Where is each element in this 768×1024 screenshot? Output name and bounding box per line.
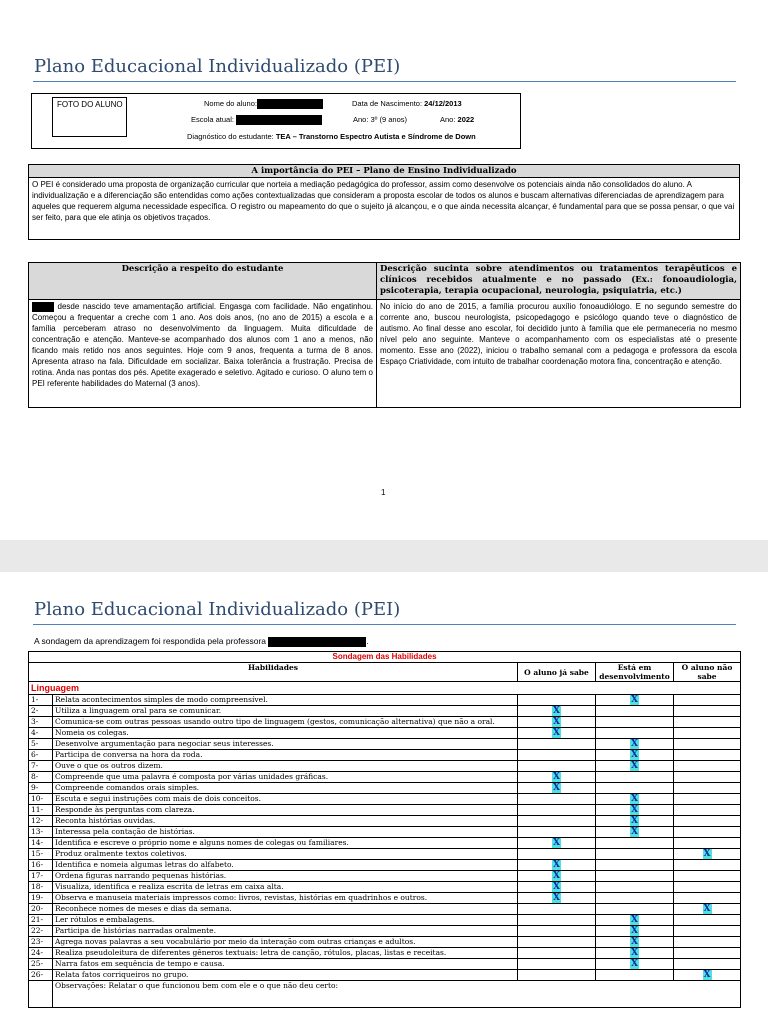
skill-number: 23- <box>29 937 53 948</box>
skill-number: 6- <box>29 750 53 761</box>
skill-cell-desenv <box>596 750 674 761</box>
skill-cell-desenv <box>596 783 674 794</box>
skill-number: 20- <box>29 904 53 915</box>
student-description-table <box>28 262 741 408</box>
group-label: Linguagem <box>29 682 741 695</box>
skill-cell-sabe <box>518 904 596 915</box>
check-mark: X <box>553 860 560 870</box>
skill-cell-desenv <box>596 882 674 893</box>
skill-cell-sabe <box>518 706 596 717</box>
skill-cell-desenv <box>596 717 674 728</box>
skill-row <box>29 717 741 728</box>
skill-cell-nao <box>674 959 741 970</box>
skill-text: Compreende que uma palavra é composta por várias unidades gráficas. <box>53 772 518 783</box>
skill-row <box>29 915 741 926</box>
skill-cell-nao <box>674 816 741 827</box>
skill-cell-sabe <box>518 860 596 871</box>
skill-row <box>29 893 741 904</box>
check-mark: X <box>631 948 638 958</box>
skill-number: 25- <box>29 959 53 970</box>
skill-text: Visualiza, identifica e realiza escrita de letras em caixa alta. <box>53 882 518 893</box>
skill-text: Desenvolve argumentação para negociar seus interesses. <box>53 739 518 750</box>
skill-row <box>29 904 741 915</box>
skill-text: Responde às perguntas com clareza. <box>53 805 518 816</box>
skill-number: 5- <box>29 739 53 750</box>
check-mark: X <box>553 893 560 903</box>
skill-cell-sabe <box>518 805 596 816</box>
school-field <box>191 115 322 125</box>
page-2 <box>0 572 768 1024</box>
skill-cell-sabe <box>518 761 596 772</box>
skill-cell-desenv <box>596 904 674 915</box>
skill-cell-desenv <box>596 948 674 959</box>
skill-cell-desenv <box>596 959 674 970</box>
skill-row <box>29 882 741 893</box>
skill-cell-desenv <box>596 772 674 783</box>
skill-text: Identifica e nomeia algumas letras do alfabeto. <box>53 860 518 871</box>
skill-cell-nao <box>674 772 741 783</box>
skill-cell-nao <box>674 893 741 904</box>
check-mark: X <box>631 761 638 771</box>
skill-cell-desenv <box>596 970 674 981</box>
skill-cell-sabe <box>518 739 596 750</box>
skill-cell-nao <box>674 948 741 959</box>
col-header-nao-sabe: O aluno não sabe <box>674 663 741 682</box>
skill-cell-desenv <box>596 860 674 871</box>
skill-cell-nao <box>674 794 741 805</box>
skill-cell-desenv <box>596 739 674 750</box>
skill-number: 18- <box>29 882 53 893</box>
skill-cell-desenv <box>596 794 674 805</box>
skill-cell-desenv <box>596 816 674 827</box>
skill-cell-sabe <box>518 959 596 970</box>
skill-row <box>29 827 741 838</box>
skill-cell-sabe <box>518 948 596 959</box>
school-label: Escola atual: <box>191 115 234 124</box>
skill-text: Interessa pela contação de histórias. <box>53 827 518 838</box>
skill-text: Ouve o que os outros dizem. <box>53 761 518 772</box>
check-mark: X <box>631 926 638 936</box>
redacted-teacher <box>268 636 369 647</box>
page-title-2: Plano Educacional Individualizado (PEI) <box>34 599 401 620</box>
skill-cell-desenv <box>596 871 674 882</box>
skill-text: Participa de conversa na hora da roda. <box>53 750 518 761</box>
skill-row <box>29 805 741 816</box>
check-mark: X <box>703 904 711 914</box>
skill-number: 7- <box>29 761 53 772</box>
skill-cell-desenv <box>596 893 674 904</box>
skill-text: Comunica-se com outras pessoas usando outro tipo de linguagem (gestos, comunicação alternativa) que não a oral. <box>53 717 518 728</box>
title-rule <box>33 81 736 82</box>
skill-cell-sabe <box>518 717 596 728</box>
skill-number: 26- <box>29 970 53 981</box>
skill-cell-nao <box>674 926 741 937</box>
skill-cell-nao <box>674 915 741 926</box>
year-field <box>440 115 474 124</box>
desc-student-text: desde nascido teve amamentação artificial. Engasga com facilidade. Não engatinhou. Começou a frequentar a creche com 1 ano. Aos dois anos, (no ano de 2015) a escola e a família perceberam atraso no desenvolvimento da linguagem. Muita dificuldade de concentração e atenção. Manteve-se acompanhado dos alunos com 1 ano a menos, não ficando mais retido nos anos seguintes. Hoje com 9 anos, frequenta a turma de 8 anos. Apresenta atraso na fala. Dificuldade em socializar. Baixa tolerância a frustração. Precisa de rotina. Anda nas pontas dos pés. Apetite exagerado e seletivo. Agitado e curioso. O aluno tem o PEI referente habilidades do Maternal (3 anos). <box>32 302 373 388</box>
skill-text: Realiza pseudoleitura de diferentes gêneros textuais: letra de canção, rótulos, placas, listas e receitas. <box>53 948 518 959</box>
skill-cell-desenv <box>596 915 674 926</box>
skill-number: 15- <box>29 849 53 860</box>
skill-cell-sabe <box>518 871 596 882</box>
student-header-box <box>31 93 521 149</box>
skill-cell-desenv <box>596 695 674 706</box>
skill-cell-nao <box>674 706 741 717</box>
grade-field: Ano: 3º (9 anos) <box>353 115 408 124</box>
skill-cell-desenv <box>596 827 674 838</box>
skill-cell-sabe <box>518 794 596 805</box>
skill-cell-nao <box>674 849 741 860</box>
skill-cell-nao <box>674 761 741 772</box>
importance-section <box>28 164 740 240</box>
col-header-sabe: O aluno já sabe <box>518 663 596 682</box>
check-mark: X <box>631 805 638 815</box>
skill-row <box>29 926 741 937</box>
skill-cell-sabe <box>518 937 596 948</box>
skill-row <box>29 816 741 827</box>
skill-number: 10- <box>29 794 53 805</box>
skill-text: Produz oralmente textos coletivos. <box>53 849 518 860</box>
skill-cell-nao <box>674 728 741 739</box>
skill-cell-desenv <box>596 838 674 849</box>
skill-row <box>29 772 741 783</box>
skill-cell-sabe <box>518 695 596 706</box>
skill-cell-nao <box>674 739 741 750</box>
desc-treatments-text: No início do ano de 2015, a família procurou auxílio fonoaudiólogo. E no segundo semestre do corrente ano, buscou neurologista, psicopedagogo e psicólogo quando teve o diagnóstico de autismo. Ao final desse ano escolar, foi decidido junto à família que ele permaneceria no mesmo nível pelo ano seguinte. Manteve o acompanhamento com os especialistas até o presente momento. Esse ano (2022), iniciou o trabalho semanal com a pedagoga e professora da escola Espaço Criatividade, com intuito de trabalhar coordenação motora fina, concentração e atenção. <box>377 300 741 408</box>
check-mark: X <box>553 882 560 892</box>
check-mark: X <box>703 849 711 859</box>
skill-cell-sabe <box>518 849 596 860</box>
skill-text: Narra fatos em sequência de tempo e causa. <box>53 959 518 970</box>
skill-cell-nao <box>674 882 741 893</box>
redacted-name <box>257 99 323 109</box>
skills-survey-table <box>28 651 741 1008</box>
check-mark: X <box>631 794 638 804</box>
year-value: 2022 <box>457 115 475 124</box>
skill-number: 13- <box>29 827 53 838</box>
check-mark: X <box>631 827 638 837</box>
skill-cell-sabe <box>518 838 596 849</box>
skill-text: Compreende comandos orais simples. <box>53 783 518 794</box>
skill-text: Utiliza a linguagem oral para se comunicar. <box>53 706 518 717</box>
skill-row <box>29 706 741 717</box>
skill-cell-nao <box>674 970 741 981</box>
skill-text: Agrega novas palavras a seu vocabulário por meio da interação com outras crianças e adultos. <box>53 937 518 948</box>
skill-number: 4- <box>29 728 53 739</box>
skill-text: Relata fatos corriqueiros no grupo. <box>53 970 518 981</box>
check-mark: X <box>553 783 560 793</box>
skill-row <box>29 959 741 970</box>
redacted-school <box>236 115 322 125</box>
skill-cell-nao <box>674 937 741 948</box>
skill-cell-sabe <box>518 816 596 827</box>
skill-text: Nomeia os colegas. <box>53 728 518 739</box>
skill-number: 24- <box>29 948 53 959</box>
check-mark: X <box>631 750 638 760</box>
skill-cell-sabe <box>518 728 596 739</box>
page-number: 1 <box>381 488 386 497</box>
skill-text: Relata acontecimentos simples de modo compreensível. <box>53 695 518 706</box>
skill-number: 14- <box>29 838 53 849</box>
skill-number: 8- <box>29 772 53 783</box>
skill-cell-nao <box>674 750 741 761</box>
birth-date-label: Data de Nascimento: <box>352 99 423 108</box>
check-mark: X <box>631 915 638 925</box>
table-caption: Sondagem das Habilidades <box>29 652 741 663</box>
skill-number: 19- <box>29 893 53 904</box>
title-rule-2 <box>33 624 736 625</box>
skill-cell-desenv <box>596 805 674 816</box>
skill-cell-nao <box>674 871 741 882</box>
importance-title: A importância do PEI – Plano de Ensino Individualizado <box>29 165 739 178</box>
skill-cell-desenv <box>596 706 674 717</box>
photo-placeholder: FOTO DO ALUNO <box>52 97 127 137</box>
skill-cell-nao <box>674 904 741 915</box>
check-mark: X <box>703 970 711 980</box>
observations-field: Observações: Relatar o que funcionou bem com ele e o que não deu certo: <box>53 981 741 1008</box>
skill-row <box>29 937 741 948</box>
skill-number: 12- <box>29 816 53 827</box>
skill-cell-sabe <box>518 882 596 893</box>
skill-row <box>29 750 741 761</box>
year-label: Ano: <box>440 115 456 124</box>
skill-cell-nao <box>674 827 741 838</box>
skill-number: 17- <box>29 871 53 882</box>
skill-number: 21- <box>29 915 53 926</box>
skill-number: 2- <box>29 706 53 717</box>
check-mark: X <box>553 838 560 848</box>
birth-date-value: 24/12/2013 <box>424 99 462 108</box>
sondagem-line <box>34 636 369 647</box>
skill-cell-nao <box>674 838 741 849</box>
skill-cell-nao <box>674 805 741 816</box>
diagnosis-value: TEA – Transtorno Espectro Autista e Síndrome de Down <box>275 132 476 141</box>
skill-text: Participa de histórias narradas oralmente. <box>53 926 518 937</box>
check-mark: X <box>553 706 560 716</box>
redacted-student-name <box>32 302 54 312</box>
skill-cell-desenv <box>596 926 674 937</box>
skill-number: 1- <box>29 695 53 706</box>
skill-row <box>29 948 741 959</box>
diagnosis-label: Diagnóstico do estudante: <box>187 132 274 141</box>
skill-row <box>29 695 741 706</box>
skill-cell-nao <box>674 860 741 871</box>
col-header-habilidades: Habilidades <box>29 663 518 682</box>
sondagem-end: . <box>366 636 369 646</box>
skill-number: 22- <box>29 926 53 937</box>
skill-number: 9- <box>29 783 53 794</box>
skill-row <box>29 860 741 871</box>
skill-number: 3- <box>29 717 53 728</box>
page-title: Plano Educacional Individualizado (PEI) <box>34 56 401 77</box>
importance-text: O PEI é considerado uma proposta de organização curricular que norteia a mediação pedagógica do professor, assim como desenvolve os potenciais ainda não consolidados do aluno. A individualização e a diferenciação são entendidas como ações contextualizadas que consideram a proposta escolar de todos os alunos e buscam alternativas diferenciadas de aprendizagem para aqueles que requerem alguma necessidade específica. O registro ou mapeamento do que o sujeito já alcançou, e o que ainda necessita alcançar, é fundamental para que se possa pensar, o que vai ser feito, para que ele atinja os objetivos traçados. <box>32 180 735 222</box>
skill-text: Ordena figuras narrando pequenas histórias. <box>53 871 518 882</box>
skill-text: Escuta e segui instruções com mais de dois conceitos. <box>53 794 518 805</box>
skill-text: Observa e manuseia materiais impressos como: livros, revistas, histórias em quadrinhos e outros. <box>53 893 518 904</box>
skill-row <box>29 970 741 981</box>
skill-cell-sabe <box>518 893 596 904</box>
skill-number: 11- <box>29 805 53 816</box>
skill-text: Reconta histórias ouvidas. <box>53 816 518 827</box>
check-mark: X <box>631 937 638 947</box>
skill-row <box>29 871 741 882</box>
skill-text: Reconhece nomes de meses e dias da semana. <box>53 904 518 915</box>
student-name-label: Nome do aluno: <box>204 99 257 108</box>
skill-cell-nao <box>674 717 741 728</box>
skill-cell-sabe <box>518 750 596 761</box>
skill-cell-sabe <box>518 783 596 794</box>
check-mark: X <box>553 871 560 881</box>
check-mark: X <box>553 717 560 727</box>
skill-row <box>29 838 741 849</box>
desc-header-student: Descrição a respeito do estudante <box>29 263 377 300</box>
skill-cell-desenv <box>596 937 674 948</box>
skill-row <box>29 739 741 750</box>
skill-row <box>29 794 741 805</box>
obs-spacer <box>29 981 53 1008</box>
diagnosis-field <box>187 132 476 141</box>
skill-cell-sabe <box>518 970 596 981</box>
skill-cell-sabe <box>518 772 596 783</box>
skill-number: 16- <box>29 860 53 871</box>
student-name-field <box>204 99 323 109</box>
skill-cell-desenv <box>596 761 674 772</box>
check-mark: X <box>631 695 638 705</box>
skill-row <box>29 783 741 794</box>
skill-text: Ler rótulos e embalagens. <box>53 915 518 926</box>
check-mark: X <box>553 772 560 782</box>
col-header-desenvolvimento: Está em desenvolvimento <box>596 663 674 682</box>
check-mark: X <box>631 816 638 826</box>
skill-row <box>29 849 741 860</box>
skill-cell-nao <box>674 695 741 706</box>
skill-cell-nao <box>674 783 741 794</box>
skill-row <box>29 728 741 739</box>
skill-cell-sabe <box>518 926 596 937</box>
skill-cell-desenv <box>596 849 674 860</box>
skill-cell-desenv <box>596 728 674 739</box>
skill-text: Identifica e escreve o próprio nome e alguns nomes de colegas ou familiares. <box>53 838 518 849</box>
check-mark: X <box>631 739 638 749</box>
desc-student-cell <box>29 300 377 408</box>
check-mark: X <box>553 728 560 738</box>
check-mark: X <box>631 959 638 969</box>
skill-row <box>29 761 741 772</box>
skill-cell-sabe <box>518 827 596 838</box>
sondagem-text: A sondagem da aprendizagem foi respondida pela professora <box>34 636 267 646</box>
skill-cell-sabe <box>518 915 596 926</box>
desc-header-treatments: Descrição sucinta sobre atendimentos ou tratamentos terapêuticos e clínicos recebidos atualmente e no passado (Ex.: fonoaudiologia, psicoterapia, terapia ocupacional, neurologia, psiquiatria, etc.) <box>377 263 741 300</box>
birth-date-field <box>352 99 462 108</box>
